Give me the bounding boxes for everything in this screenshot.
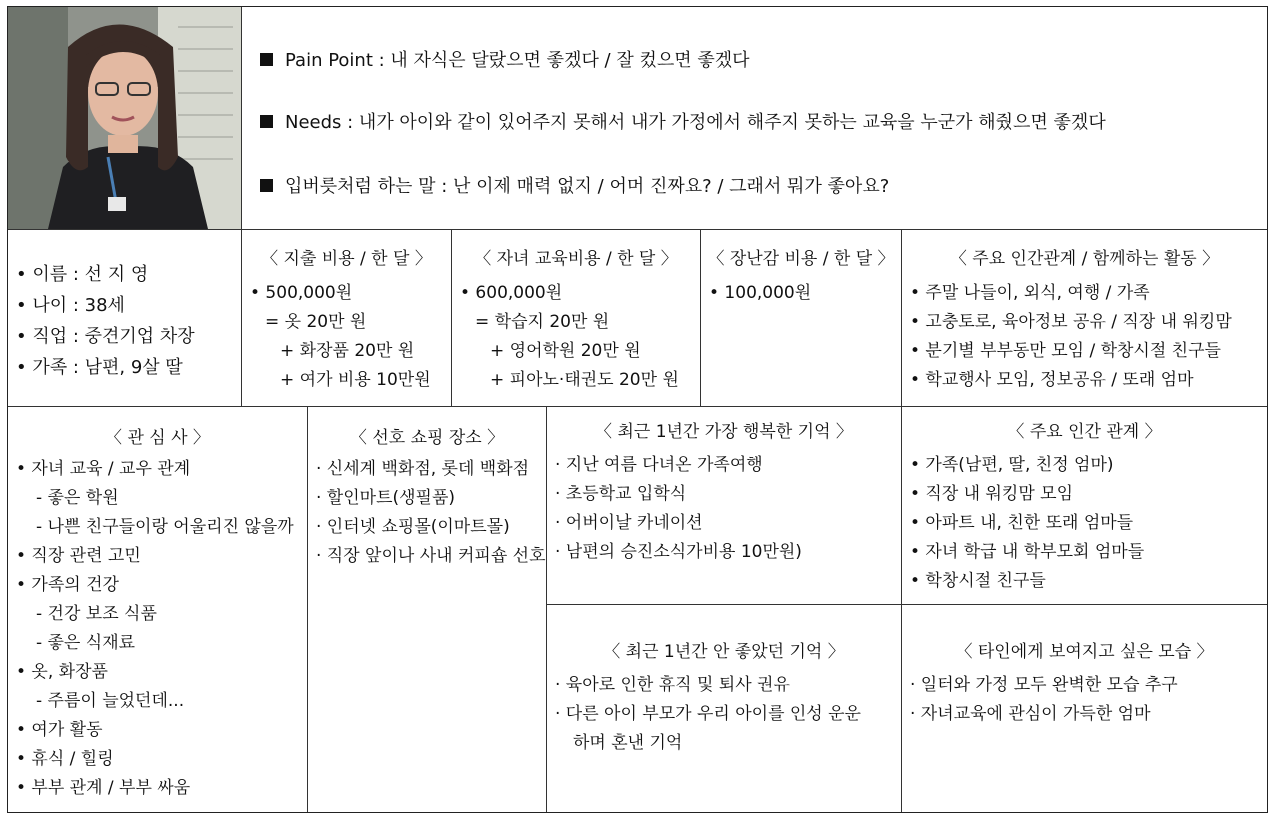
interests-line: • 옷, 화장품 [16, 662, 108, 682]
spending-line: = 옷 20만 원 [265, 312, 367, 332]
spending-line: + 화장품 20만 원 [280, 341, 415, 361]
relations-activities-line: • 학교행사 모임, 정보공유 / 또래 엄마 [910, 370, 1194, 390]
bad-memories-line: · 육아로 인한 휴직 및 퇴사 권유 [555, 675, 790, 695]
relations-activities-cell [902, 244, 1267, 395]
relations-activities-line: • 분기별 부부동만 모임 / 학창시절 친구들 [910, 341, 1221, 361]
interests-line: - 건강 보조 식품 [36, 604, 157, 624]
interests-line: - 좋은 학원 [36, 488, 119, 508]
desired-image-line: · 일터와 가정 모두 완벽한 모습 추구 [910, 675, 1178, 695]
square-bullet-icon [260, 179, 273, 192]
happy-memories-cell [547, 417, 901, 567]
profile-family: • 가족 : 남편, 9살 딸 [16, 357, 183, 378]
education-cost-title: 〈 자녀 교육비용 / 한 달 〉 [474, 249, 678, 269]
profile-job: • 직업 : 중견기업 차장 [16, 326, 195, 347]
interests-cell [8, 423, 307, 803]
interests-line: • 부부 관계 / 부부 싸움 [16, 778, 191, 798]
top-statements [242, 7, 1267, 229]
happy-memories-line: · 초등학교 입학식 [555, 484, 687, 504]
spending-title: 〈 지출 비용 / 한 달 〉 [261, 249, 432, 269]
relations-activities-line: • 주말 나들이, 외식, 여행 / 가족 [910, 283, 1150, 303]
interests-line: • 자녀 교육 / 교우 관계 [16, 459, 191, 479]
profile-name: • 이름 : 선 지 영 [16, 264, 149, 285]
profile-age: • 나이 : 38세 [16, 295, 125, 316]
interests-line: • 휴식 / 힐링 [16, 749, 114, 769]
persona-photo [8, 7, 241, 229]
key-relations-line: • 학창시절 친구들 [910, 571, 1046, 591]
bad-memories-cell [547, 637, 901, 758]
desired-image-cell [902, 637, 1267, 729]
bad-memories-title: 〈 최근 1년간 안 좋았던 기억 〉 [603, 642, 845, 662]
key-relations-line: • 가족(남편, 딸, 친정 엄마) [910, 455, 1114, 475]
relations-activities-line: • 고충토로, 육아정보 공유 / 직장 내 워킹맘 [910, 312, 1232, 332]
spending-line: + 여가 비용 10만원 [280, 370, 431, 390]
interests-title: 〈 관 심 사 〉 [105, 428, 210, 448]
key-relations-line: • 자녀 학급 내 학부모회 엄마들 [910, 542, 1145, 562]
shopping-title: 〈 선호 쇼핑 장소 〉 [349, 428, 505, 448]
key-relations-cell [902, 417, 1267, 596]
interests-line: • 직장 관련 고민 [16, 546, 141, 566]
interests-line: • 여가 활동 [16, 720, 103, 740]
bad-memories-line: · 다른 아이 부모가 우리 아이를 인성 운운 [555, 704, 861, 724]
happy-memories-line: · 지난 여름 다녀온 가족여행 [555, 455, 763, 475]
shopping-line: · 인터넷 쇼핑몰(이마트몰) [316, 517, 510, 537]
shopping-line: · 직장 앞이나 사내 커피숍 선호 [316, 546, 546, 566]
toy-cost-title: 〈 장난감 비용 / 한 달 〉 [707, 249, 895, 269]
toy-cost-line: • 100,000원 [709, 283, 812, 303]
relations-activities-title: 〈 주요 인간관계 / 함께하는 활동 〉 [949, 249, 1220, 269]
pain-point-line: Pain Point : 내 자식은 달랐으면 좋겠다 / 잘 컸으면 좋겠다 [260, 46, 750, 72]
interests-line: - 좋은 식재료 [36, 633, 136, 653]
happy-memories-line: · 남편의 승진소식가비용 10만원) [555, 542, 802, 562]
desired-image-title: 〈 타인에게 보여지고 싶은 모습 〉 [955, 642, 1214, 662]
education-cost-line: + 영어학원 20만 원 [490, 341, 641, 361]
needs-line: Needs : 내가 아이와 같이 있어주지 못해서 내가 가정에서 해주지 못하는 교육을 누군가 해줬으면 좋겠다 [260, 108, 1106, 134]
interests-line: • 가족의 건강 [16, 575, 119, 595]
spending-cell [242, 244, 451, 395]
spending-line: • 500,000원 [250, 283, 353, 303]
desired-image-line: · 자녀교육에 관심이 가득한 엄마 [910, 704, 1151, 724]
key-relations-line: • 직장 내 워킹맘 모임 [910, 484, 1074, 504]
persona-table [7, 6, 1268, 813]
shopping-cell [308, 423, 546, 571]
catchphrase-line: 입버릇처럼 하는 말 : 난 이제 매력 없지 / 어머 진짜요? / 그래서 뭐가 좋아요? [260, 172, 889, 198]
happy-memories-title: 〈 최근 1년간 가장 행복한 기억 〉 [595, 422, 853, 442]
interests-line: - 나쁜 친구들이랑 어울리진 않을까 [36, 517, 294, 537]
square-bullet-icon [260, 53, 273, 66]
shopping-line: · 할인마트(생필품) [316, 488, 456, 508]
education-cost-line: + 피아노·태권도 20만 원 [490, 370, 679, 390]
interests-line: - 주름이 늘었던데... [36, 691, 185, 711]
persona-portrait-image [8, 7, 241, 229]
education-cost-line: = 학습지 20만 원 [475, 312, 610, 332]
square-bullet-icon [260, 115, 273, 128]
key-relations-line: • 아파트 내, 친한 또래 엄마들 [910, 513, 1134, 533]
education-cost-line: • 600,000원 [460, 283, 563, 303]
shopping-line: · 신세계 백화점, 롯데 백화점 [316, 459, 530, 479]
happy-memories-line: · 어버이날 카네이션 [555, 513, 703, 533]
education-cost-cell [452, 244, 700, 395]
key-relations-title: 〈 주요 인간 관계 〉 [1007, 422, 1162, 442]
bad-memories-line: 하며 혼낸 기억 [573, 733, 683, 753]
toy-cost-cell [701, 244, 901, 308]
profile-cell [16, 259, 241, 383]
